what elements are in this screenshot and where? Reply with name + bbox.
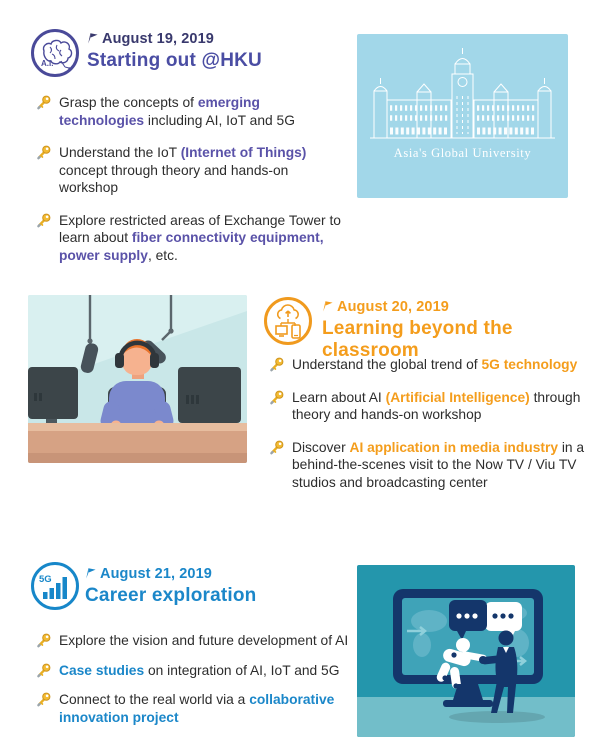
section-2-date: August 20, 2019 — [337, 299, 449, 315]
bullet-item — [269, 356, 585, 374]
section-3-date: August 21, 2019 — [100, 566, 212, 582]
bullet-item — [36, 144, 348, 197]
section-1-header — [87, 31, 262, 72]
svg-text:5G: 5G — [39, 574, 52, 585]
bullet-text: Case studies on integration of AI, IoT and 5G — [59, 662, 340, 678]
section-3-header — [85, 566, 257, 607]
bullet-text: Learn about AI (Artificial Intelligence) through theory and hands-on workshop — [292, 389, 581, 422]
key-bullet-icon — [36, 692, 51, 707]
ai-brain-icon — [30, 28, 80, 78]
key-bullet-icon — [36, 145, 51, 160]
broadcaster-illustration — [28, 295, 247, 463]
key-bullet-icon — [36, 663, 51, 678]
bullet-item — [36, 212, 348, 265]
key-bullet-icon — [36, 633, 51, 648]
bullet-text: Understand the global trend of 5G technology — [292, 357, 578, 372]
key-bullet-icon — [269, 440, 284, 455]
hku-campus-image — [357, 34, 568, 198]
bullet-item — [36, 691, 361, 726]
svg-text:A.I.: A.I. — [41, 59, 54, 68]
handshake-illustration — [357, 565, 575, 737]
flag-marker-icon — [85, 567, 96, 579]
bullet-item — [269, 389, 585, 424]
radio-studio-image — [28, 295, 247, 463]
key-bullet-icon — [36, 213, 51, 228]
bullet-text: Discover AI application in media industry in a behind-the-scenes visit to the Now TV / Viu TV studios and broadcasting center — [292, 439, 585, 490]
iot-cloud-devices-icon — [263, 296, 313, 346]
flag-marker-icon — [322, 300, 333, 312]
section-1-bullets — [36, 94, 348, 264]
flag-marker-icon — [87, 32, 98, 44]
bullet-text: Connect to the real world via a collaborative innovation project — [59, 692, 335, 725]
key-bullet-icon — [269, 390, 284, 405]
bullet-text: Understand the IoT (Internet of Things) concept through theory and hands-on workshop — [59, 145, 307, 195]
section-2-bullets — [269, 356, 585, 491]
bullet-item — [36, 662, 361, 680]
section-3-title: Career exploration — [85, 585, 257, 606]
section-2-title: Learning beyond the classroom — [322, 318, 513, 361]
hku-building-illustration — [357, 34, 568, 198]
section-1-title: Starting out @HKU — [87, 50, 262, 71]
section-2-header — [322, 299, 600, 362]
bullet-item — [269, 439, 585, 492]
virtual-handshake-image — [357, 565, 575, 737]
5g-signal-icon — [30, 561, 80, 611]
hku-caption: Asia's Global University — [393, 146, 532, 160]
section-3-bullets — [36, 632, 361, 726]
bullet-text: Grasp the concepts of emerging technologies including AI, IoT and 5G — [59, 95, 295, 128]
bullet-item — [36, 632, 361, 650]
section-1-date: August 19, 2019 — [102, 31, 214, 47]
key-bullet-icon — [269, 357, 284, 372]
bullet-item — [36, 94, 348, 129]
bullet-text: Explore the vision and future development of AI — [59, 633, 349, 648]
key-bullet-icon — [36, 95, 51, 110]
bullet-text: Explore restricted areas of Exchange Tower to learn about fiber connectivity equipment, power supply, etc. — [59, 212, 341, 263]
